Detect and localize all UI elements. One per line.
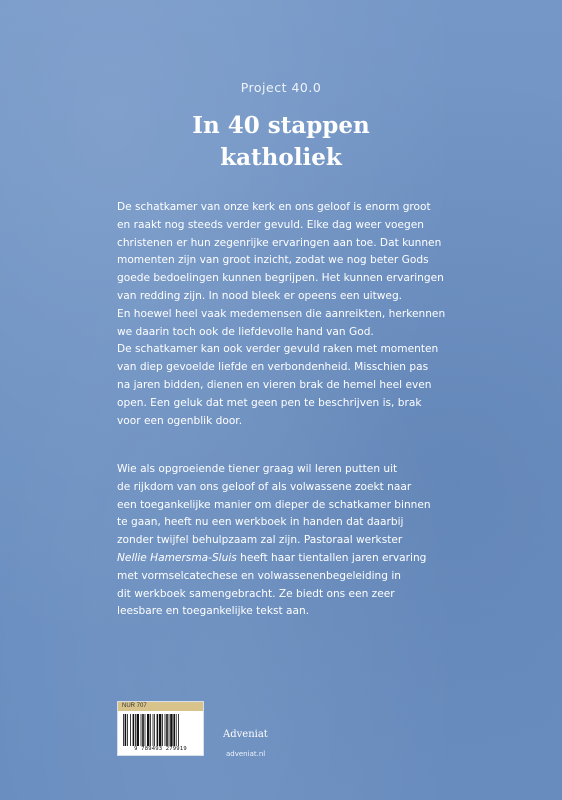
blurb-paragraph-1 (117, 199, 457, 430)
series-label: Project 40.0 (240, 80, 322, 95)
blurb-line: met vormselcatechese en volwassenenbegeleiding in (117, 569, 401, 582)
blurb-line: voor een ogenblik door. (117, 414, 243, 427)
blurb-line: en raakt nog steeds verder gevuld. Elke dag weer voegen (117, 218, 424, 231)
isbn-number: 9 789493 279919 (134, 746, 187, 752)
blurb-line: leesbare en toegankelijke tekst aan. (117, 605, 310, 618)
blurb-line: Wie als opgroeiende tiener graag wil leren putten uit (117, 463, 398, 475)
blurb-line: zonder twijfel behulpzaam zal zijn. Pastoraal werkster (117, 534, 403, 547)
title-line: katholiek (220, 144, 342, 171)
blurb-line: goede bedoelingen kunnen begrijpen. Het kunnen ervaringen (117, 272, 444, 285)
blurb-line: een toegankelijke manier om dieper de schatkamer binnen (117, 498, 431, 511)
blurb-line: we daarin toch ook de liefdevolle hand van God. (117, 325, 374, 338)
blurb-line: Nellie Hamersma-Sluis heeft haar tientallen jaren ervaring (117, 551, 427, 564)
barcode-label (117, 701, 204, 756)
blurb-line: van diep gevoelde liefde en verbondenheid. Misschien pas (117, 361, 429, 374)
blurb-line: de rijkdom van ons geloof of als volwassene zoekt naar (117, 480, 412, 493)
blurb-line: te gaan, heeft nu een werkboek in handen dat daarbij (117, 516, 404, 529)
blurb-line: open. Een geluk dat met geen pen te beschrijven is, brak (117, 396, 422, 409)
blurb-line: De schatkamer kan ook verder gevuld raken met momenten (117, 343, 439, 356)
blurb-line: na jaren bidden, dienen en vieren brak de hemel heel even (117, 378, 432, 391)
blurb-line: momenten zijn van groot inzicht, zodat we nog beter Gods (117, 254, 429, 267)
barcode-bars (123, 714, 198, 746)
publisher-name: Adveniat (223, 729, 268, 740)
blurb-line: De schatkamer van onze kerk en ons geloof is enorm groot (117, 201, 431, 213)
blurb-line: dit werkboek samengebracht. Ze biedt ons een zeer (117, 587, 395, 600)
book-title (0, 110, 562, 174)
publisher-website: adveniat.nl (226, 750, 266, 758)
blurb-line: christenen er hun zegenrijke ervaringen aan toe. Dat kunnen (117, 236, 442, 249)
nur-code: NUR 707 (118, 702, 203, 711)
blurb-paragraph-2 (117, 461, 457, 621)
title-line: In 40 stappen (192, 112, 370, 139)
blurb-line: van redding zijn. In nood bleek er opeens een uitweg. (117, 289, 403, 302)
blurb-line: En hoewel heel vaak medemensen die aanreikten, herkennen (117, 307, 446, 320)
